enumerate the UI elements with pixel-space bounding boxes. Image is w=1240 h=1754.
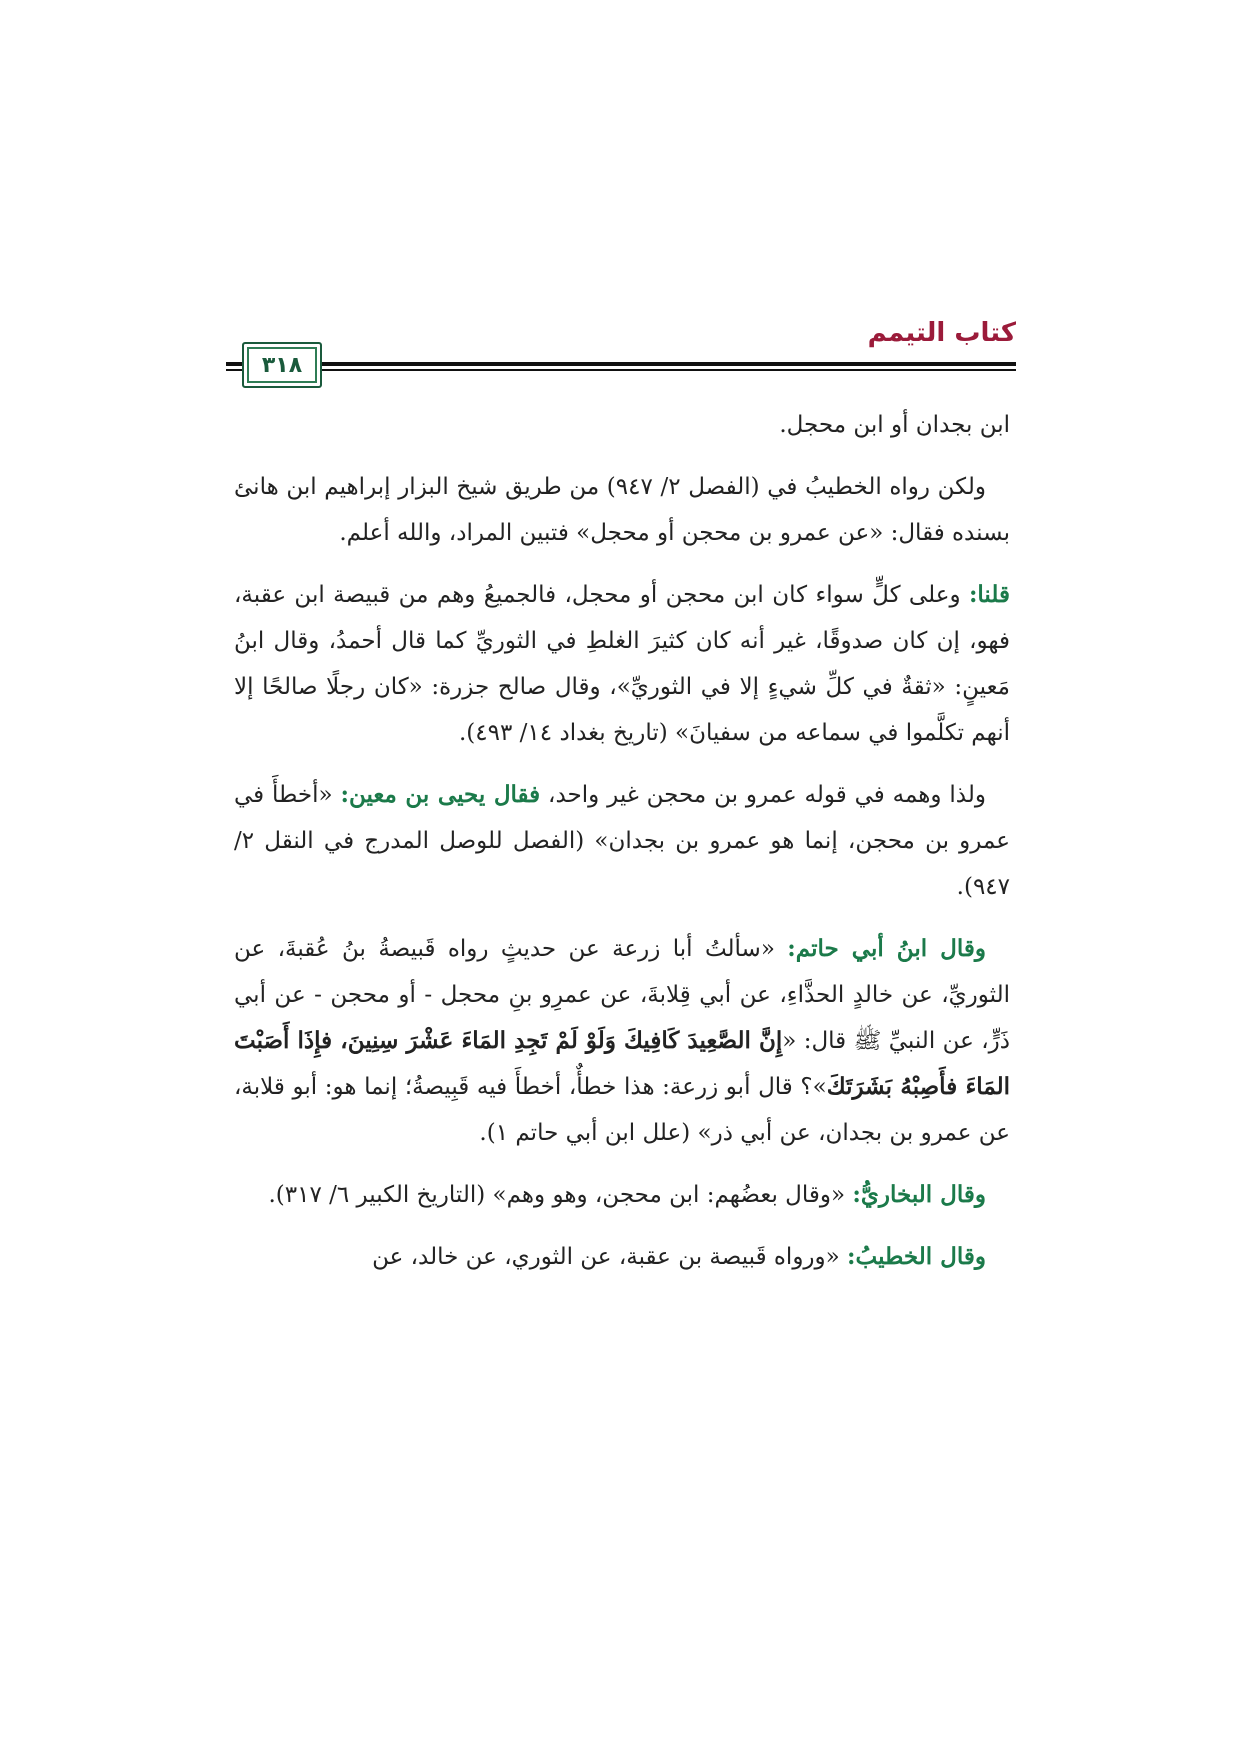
paragraph <box>234 464 1010 556</box>
paragraph-text: «سألتُ أبا زرعة عن حديثٍ رواه قَبيصةُ بنُ عُقبةَ، عن الثوريِّ، عن خالدٍ الحذَّاءِ، عن أبي قِلابةَ، عن عمرِو بنِ محجل - أو محجن - عن أبي ذَرٍّ، عن النبيِّ ﷺ قال: « <box>234 936 1011 1054</box>
paragraph <box>234 772 1010 910</box>
paragraph-text: وعلى كلٍّ سواء كان ابن محجن أو محجل، فالجميعُ وهم من قبيصة ابن عقبة، فهو، إن كان صدوقًا، غير أنه كان كثيرَ الغلطِ في الثوريِّ كما قال أحمدُ، وقال ابنُ مَعينٍ: «ثقةٌ في كلِّ شيءٍ إلا في الثوريِّ»، وقال صالح جزرة: «كان رجلًا صالحًا إلا أنهم تكلَّموا في سماعه من سفيانَ» (تاريخ بغداد ١٤/ ٤٩٣). <box>234 582 1010 746</box>
speaker-label: قلنا: <box>968 581 1010 608</box>
paragraph <box>234 572 1010 756</box>
page-number-badge <box>242 342 322 388</box>
paragraph-text: «وقال بعضُهم: ابن محجن، وهو وهم» (التاريخ الكبير ٦/ ٣١٧). <box>268 1182 853 1208</box>
paragraph-text: «أخطأَ في عمرو بن محجن، إنما هو عمرو بن بجدان» (الفصل للوصل المدرج في النقل ٢/ ٩٤٧). <box>234 782 1010 900</box>
paragraph <box>234 1234 1010 1280</box>
paragraph-text: ولكن رواه الخطيبُ في (الفصل ٢/ ٩٤٧) من طريق شيخ البزار إبراهيم ابن هانئ بسنده فقال: «عن عمرو بن محجن أو محجل» فتبين المراد، والله أعلم. <box>234 474 1010 546</box>
speaker-label: وقال ابنُ أبي حاتم: <box>787 935 987 962</box>
paragraph-text: «ورواه قَبيصة بن عقبة، عن الثوري، عن خالد، عن <box>372 1244 848 1270</box>
paragraph <box>234 926 1010 1156</box>
speaker-label: وقال الخطيبُ: <box>847 1243 986 1270</box>
speaker-label: فقال يحيى بن معين: <box>340 781 541 808</box>
speaker-label: وقال البخاريُّ: <box>852 1181 986 1208</box>
header-rule-thick <box>226 362 1016 366</box>
hadith-text: إِنَّ الصَّعِيدَ كَافِيكَ وَلَوْ لَمْ تَجِدِ المَاءَ عَشْرَ سِنِينَ، فإِذَا أَصَبْتَ المَاءَ فأَصِبْهُ بَشَرَتَكَ <box>234 1027 1011 1100</box>
paragraph-text: ولذا وهمه في قوله عمرو بن محجن غير واحد، <box>540 782 986 808</box>
book-title: كتاب التيمم <box>867 318 1016 348</box>
paragraph-text: »؟ قال أبو زرعة: هذا خطأٌ، أخطأَ فيه قَبِيصةُ؛ إنما هو: أبو قلابة، عن عمرو بن بجدان، عن أبي ذر» (علل ابن أبي حاتم ١). <box>234 1074 1010 1146</box>
page-header <box>226 318 1016 388</box>
header-rule-thin <box>226 369 1016 371</box>
paragraph <box>234 1172 1010 1218</box>
paragraph <box>234 402 1010 448</box>
page-number: ٣١٨ <box>261 352 303 378</box>
main-text <box>234 402 1010 1296</box>
paragraph-text: ابن بجدان أو ابن محجل. <box>779 412 1010 438</box>
